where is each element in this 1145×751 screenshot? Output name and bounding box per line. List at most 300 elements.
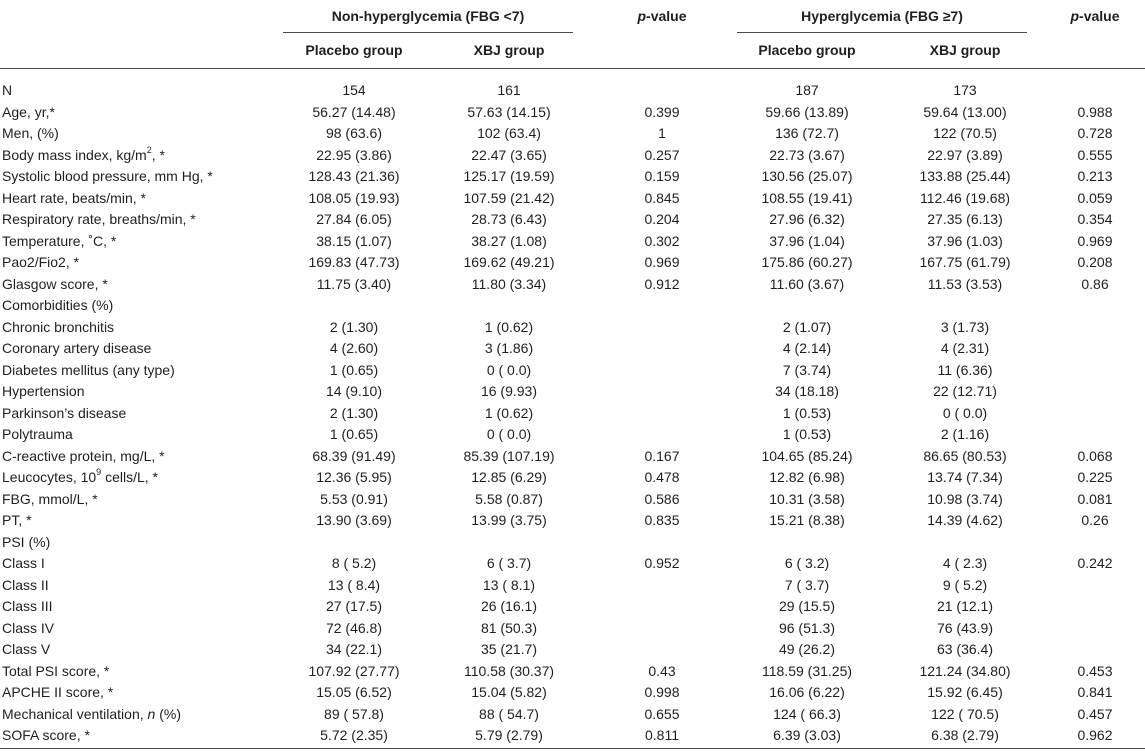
- table-row: [0, 424, 1145, 446]
- cell-c6: [1040, 381, 1145, 403]
- cell-c2: 26 (16.1): [480, 598, 538, 614]
- cell-c1: 15.05 (6.52): [316, 684, 392, 700]
- cell-c2: 107.59 (21.42): [463, 189, 555, 206]
- cell-c6: 0.841: [1077, 684, 1113, 700]
- row-label-text: Pao2/Fio2, *: [2, 254, 80, 270]
- cell-c5: 173: [953, 82, 977, 98]
- cell-c6: [1040, 639, 1145, 661]
- cell-c4: 7 (3.74): [782, 361, 832, 378]
- cell-c4: 6 ( 3.2): [784, 555, 830, 571]
- row-label-text: Mechanical ventilation,: [2, 705, 148, 722]
- table-row: [0, 403, 1145, 425]
- cell-c5: 11 (6.36): [937, 361, 993, 378]
- table-row: [0, 682, 1145, 704]
- cell-c1: 8 ( 5.2): [331, 555, 377, 571]
- cell-c6: [1040, 575, 1145, 597]
- row-label-text: SOFA score, *: [2, 727, 90, 743]
- row-label: [2, 532, 292, 554]
- table-row: [0, 725, 1145, 747]
- cell-c4: 59.66 (13.89): [765, 103, 849, 120]
- cell-c5: 21 (12.1): [936, 598, 994, 614]
- table-row: [0, 80, 1145, 102]
- cell-c1: 169.83 (47.73): [308, 254, 400, 270]
- cell-c2: 35 (21.7): [480, 641, 538, 657]
- cell-c3: 0.811: [645, 727, 679, 743]
- cell-c2: 16 (9.93): [480, 383, 538, 399]
- cell-c5: 22.97 (3.89): [927, 146, 1003, 163]
- header-bottom-rule: [0, 68, 1145, 69]
- cell-c6: 0.068: [1077, 447, 1113, 464]
- cell-c5: 13.74 (7.34): [927, 469, 1003, 485]
- cell-c2: 5.79 (2.79): [475, 727, 543, 743]
- table-row: [0, 661, 1145, 683]
- row-label-text: Respiratory rate, breaths/min, *: [2, 211, 196, 227]
- cell-c6: 0.208: [1077, 254, 1113, 270]
- cell-c3: 0.912: [644, 275, 680, 292]
- cell-c5: [900, 295, 1030, 317]
- cell-c2: 161: [497, 82, 521, 98]
- cell-c3: [602, 575, 722, 597]
- cell-c2: 102 (63.4): [477, 125, 541, 141]
- cell-c4: 11.60 (3.67): [769, 275, 845, 292]
- cell-c6: 0.242: [1077, 555, 1113, 571]
- row-label-text: Hypertension: [2, 383, 85, 399]
- cell-c4: 15.21 (8.38): [769, 512, 845, 528]
- row-label: [2, 725, 292, 747]
- row-label-text: Diabetes mellitus (any type): [2, 361, 175, 378]
- cell-c1: 38.15 (1.07): [316, 232, 392, 249]
- cell-c1: 89 ( 57.8): [324, 705, 384, 722]
- cell-c3: [602, 295, 722, 317]
- cell-c5: 6.38 (2.79): [931, 727, 999, 743]
- row-label: [2, 682, 292, 704]
- table-row: [0, 510, 1145, 532]
- cell-c2: 11.80 (3.34): [471, 275, 547, 292]
- cell-c3: [602, 618, 722, 640]
- cell-c2: 110.58 (30.37): [463, 662, 555, 679]
- row-label: [2, 381, 292, 403]
- cell-c6: [1040, 596, 1145, 618]
- subheader-xbj-2: XBJ group: [929, 42, 1001, 58]
- row-label: [2, 467, 292, 489]
- cell-c6: 0.969: [1077, 232, 1113, 249]
- row-label-text: Class II: [2, 576, 49, 593]
- cell-c6: 0.555: [1077, 146, 1113, 163]
- row-label-text: Polytrauma: [2, 426, 73, 442]
- cell-c2: 13 ( 8.1): [482, 576, 536, 593]
- row-label-text: Men, (%): [2, 125, 59, 141]
- cell-c1: 107.92 (27.77): [308, 662, 400, 679]
- cell-c2: 85.39 (107.19): [463, 447, 555, 464]
- cell-c2: 81 (50.3): [480, 619, 538, 636]
- cell-c1: 13.90 (3.69): [316, 512, 392, 528]
- header-pvalue-1-italic: p: [637, 8, 647, 24]
- row-label-text: Parkinson’s disease: [2, 404, 127, 421]
- cell-c3: 0.257: [644, 146, 680, 163]
- row-label: [2, 252, 292, 274]
- cell-c2: 6 ( 3.7): [486, 555, 532, 571]
- cell-c1: 108.05 (19.93): [308, 189, 400, 206]
- cell-c3: 0.167: [644, 447, 680, 464]
- cell-c5: 112.46 (19.68): [919, 189, 1011, 206]
- cell-c6: [1040, 80, 1145, 102]
- cell-c4: 187: [795, 82, 819, 98]
- table-row: [0, 188, 1145, 210]
- cell-c5: 2 (1.16): [940, 426, 990, 442]
- row-label-text: FBG, mmol/L, *: [2, 490, 98, 507]
- cell-c4: 6.39 (3.03): [773, 727, 841, 743]
- cell-c6: 0.453: [1077, 662, 1113, 679]
- cell-c4: [737, 295, 877, 317]
- cell-c2: 13.99 (3.75): [471, 512, 547, 528]
- cell-c3: [602, 532, 722, 554]
- cell-c1: 14 (9.10): [325, 383, 383, 399]
- table-row: [0, 596, 1145, 618]
- row-label: [2, 704, 292, 726]
- cell-c1: 13 ( 8.4): [327, 576, 381, 593]
- cell-c3: [602, 424, 722, 446]
- cell-c5: 14.39 (4.62): [927, 512, 1003, 528]
- row-label: [2, 102, 292, 124]
- row-label-suffix: cells/L, *: [101, 469, 158, 485]
- cell-c1: 68.39 (91.49): [312, 447, 396, 464]
- cell-c2: 5.58 (0.87): [475, 490, 543, 507]
- cell-c3: 0.204: [644, 211, 680, 227]
- cell-c3: [602, 381, 722, 403]
- cell-c4: [737, 532, 877, 554]
- row-label-text: C-reactive protein, mg/L, *: [2, 447, 165, 464]
- cell-c3: 1: [658, 125, 666, 141]
- row-label-text: PT, *: [2, 512, 32, 528]
- cell-c5: 3 (1.73): [940, 318, 990, 335]
- cell-c1: 34 (22.1): [325, 641, 383, 657]
- cell-c5: 167.75 (61.79): [919, 254, 1011, 270]
- row-label: [2, 317, 292, 339]
- cell-c6: 0.457: [1077, 705, 1113, 722]
- table-row: [0, 532, 1145, 554]
- row-label: [2, 553, 292, 575]
- cell-c6: 0.86: [1081, 275, 1109, 292]
- header-pvalue-2-rest: -value: [1079, 8, 1120, 24]
- cell-c5: 122 (70.5): [933, 125, 997, 141]
- row-label-superscript: 2: [146, 144, 152, 155]
- cell-c3: 0.655: [644, 705, 680, 722]
- table-body: [0, 80, 1145, 747]
- cell-c4: 175.86 (60.27): [761, 254, 853, 270]
- cell-c1: 1 (0.65): [329, 426, 379, 442]
- cell-c4: 22.73 (3.67): [769, 146, 845, 163]
- table-row: [0, 317, 1145, 339]
- header-group-hyperglycemia: Hyperglycemia (FBG ≥7): [801, 8, 963, 24]
- cell-c5: 9 ( 5.2): [942, 576, 988, 593]
- cell-c4: 29 (15.5): [778, 598, 836, 614]
- cell-c4: 7 ( 3.7): [784, 576, 830, 593]
- cell-c5: 37.96 (1.03): [927, 232, 1003, 249]
- cell-c4: 130.56 (25.07): [761, 168, 853, 184]
- table-row: [0, 166, 1145, 188]
- cell-c3: [602, 639, 722, 661]
- row-label-suffix: , *: [151, 146, 165, 163]
- table-row: [0, 704, 1145, 726]
- table-bottom-rule: [0, 748, 1145, 749]
- subheader-placebo-2: Placebo group: [758, 42, 856, 58]
- cell-c1: 27 (17.5): [325, 598, 383, 614]
- row-label-text: Class IV: [2, 619, 55, 636]
- cell-c4: 4 (2.14): [782, 340, 832, 356]
- cell-c4: 1 (0.53): [782, 426, 832, 442]
- cell-c3: 0.835: [644, 512, 680, 528]
- cell-c1: 2 (1.30): [329, 318, 379, 335]
- cell-c1: 2 (1.30): [329, 404, 379, 421]
- cell-c4: 118.59 (31.25): [761, 662, 853, 679]
- cell-c4: 16.06 (6.22): [769, 684, 845, 700]
- header-pvalue-1: [612, 8, 712, 24]
- row-label-text: Class III: [2, 598, 53, 614]
- row-label-text: Leucocytes, 10: [2, 469, 97, 485]
- row-label: [2, 188, 292, 210]
- cell-c4: 108.55 (19.41): [761, 189, 853, 206]
- table-row: [0, 295, 1145, 317]
- cell-c6: [1040, 532, 1145, 554]
- cell-c2: 57.63 (14.15): [467, 103, 551, 120]
- cell-c3: 0.159: [644, 168, 680, 184]
- cell-c4: 96 (51.3): [778, 619, 836, 636]
- table-row: [0, 145, 1145, 167]
- cell-c6: [1040, 317, 1145, 339]
- row-label: [2, 403, 292, 425]
- row-label-text: N: [2, 82, 13, 98]
- cell-c3: [602, 80, 722, 102]
- cell-c2: 1 (0.62): [484, 318, 534, 335]
- row-label: [2, 661, 292, 683]
- row-label-text: APCHE II score, *: [2, 684, 114, 700]
- row-label: [2, 123, 292, 145]
- cell-c4: 10.31 (3.58): [769, 490, 845, 507]
- cell-c2: 169.62 (49.21): [463, 254, 555, 270]
- cell-c4: 49 (26.2): [778, 641, 836, 657]
- cell-c1: 128.43 (21.36): [308, 168, 400, 184]
- cell-c2: 88 ( 54.7): [479, 705, 539, 722]
- row-label-text: Chronic bronchitis: [2, 318, 115, 335]
- cell-c6: 0.988: [1077, 103, 1113, 120]
- subheader-xbj-1: XBJ group: [473, 42, 545, 58]
- cell-c5: 0 ( 0.0): [942, 404, 988, 421]
- cell-c6: [1040, 424, 1145, 446]
- cell-c6: [1040, 360, 1145, 382]
- row-label-text: Age, yr,*: [2, 103, 55, 120]
- cell-c6: [1040, 618, 1145, 640]
- cell-c4: 37.96 (1.04): [769, 232, 845, 249]
- row-label: [2, 639, 292, 661]
- cell-c3: 0.952: [644, 555, 680, 571]
- cell-c3: 0.998: [644, 684, 680, 700]
- cell-c5: 22 (12.71): [933, 383, 997, 399]
- group1-underline: [283, 32, 573, 33]
- cell-c6: [1040, 295, 1145, 317]
- cell-c2: [444, 295, 574, 317]
- cell-c2: 3 (1.86): [484, 340, 534, 356]
- table-row: [0, 102, 1145, 124]
- cell-c5: 10.98 (3.74): [927, 490, 1003, 507]
- header-group-nonhyperglycemia: Non-hyperglycemia (FBG <7): [331, 8, 525, 24]
- cell-c4: 12.82 (6.98): [769, 469, 845, 485]
- table-row: [0, 338, 1145, 360]
- cell-c2: 125.17 (19.59): [463, 168, 555, 184]
- cell-c5: 76 (43.9): [936, 619, 994, 636]
- table-row: [0, 381, 1145, 403]
- row-label: [2, 446, 292, 468]
- table-row: [0, 360, 1145, 382]
- cell-c3: 0.586: [644, 490, 680, 507]
- cell-c3: [602, 403, 722, 425]
- cell-c5: 4 (2.31): [940, 340, 990, 356]
- cell-c2: 12.85 (6.29): [471, 469, 547, 485]
- cell-c6: [1040, 338, 1145, 360]
- cell-c2: 0 ( 0.0): [486, 426, 532, 442]
- cell-c1: 1 (0.65): [329, 361, 379, 378]
- cell-c5: 122 ( 70.5): [931, 705, 999, 722]
- cell-c1: 22.95 (3.86): [316, 146, 392, 163]
- header-pvalue-1-rest: -value: [646, 8, 687, 24]
- table-row: [0, 231, 1145, 253]
- cell-c3: [602, 338, 722, 360]
- cell-c2: 15.04 (5.82): [471, 684, 547, 700]
- cell-c1: 11.75 (3.40): [316, 275, 392, 292]
- cell-c5: 15.92 (6.45): [927, 684, 1003, 700]
- table-row: [0, 209, 1145, 231]
- row-label-text: Class V: [2, 641, 51, 657]
- cell-c6: 0.354: [1077, 211, 1113, 227]
- table-row: [0, 467, 1145, 489]
- cell-c1: 27.84 (6.05): [316, 211, 392, 227]
- cell-c6: 0.962: [1077, 727, 1113, 743]
- cell-c1: 5.72 (2.35): [320, 727, 388, 743]
- cell-c5: 59.64 (13.00): [923, 103, 1007, 120]
- header-pvalue-2-italic: p: [1070, 8, 1080, 24]
- cell-c1: [284, 295, 424, 317]
- row-label-italic: n: [147, 705, 156, 722]
- row-label-suffix: (%): [155, 705, 181, 722]
- row-label-text: Coronary artery disease: [2, 340, 152, 356]
- cell-c3: 0.969: [644, 254, 680, 270]
- row-label-text: Glasgow score, *: [2, 275, 108, 292]
- cell-c3: [602, 360, 722, 382]
- cell-c1: 154: [342, 82, 366, 98]
- cell-c4: 104.65 (85.24): [761, 447, 853, 464]
- cell-c4: 136 (72.7): [775, 125, 839, 141]
- row-label: [2, 274, 292, 296]
- row-label: [2, 360, 292, 382]
- row-label-text: PSI (%): [2, 533, 51, 550]
- cell-c2: 38.27 (1.08): [471, 232, 547, 249]
- cell-c6: 0.225: [1077, 469, 1113, 485]
- row-label-superscript: 9: [96, 467, 102, 478]
- cell-c3: 0.845: [644, 189, 680, 206]
- cell-c3: 0.399: [644, 103, 680, 120]
- cell-c1: 5.53 (0.91): [320, 490, 388, 507]
- cell-c3: 0.43: [648, 662, 676, 679]
- cell-c3: 0.302: [644, 232, 680, 249]
- table-row: [0, 618, 1145, 640]
- cell-c1: 56.27 (14.48): [312, 103, 396, 120]
- cell-c2: 28.73 (6.43): [471, 211, 547, 227]
- row-label: [2, 618, 292, 640]
- row-label: [2, 209, 292, 231]
- cell-c4: 2 (1.07): [782, 318, 832, 335]
- row-label: [2, 295, 292, 317]
- row-label: [2, 510, 292, 532]
- cell-c2: 0 ( 0.0): [486, 361, 532, 378]
- cell-c3: [602, 596, 722, 618]
- table-row: [0, 553, 1145, 575]
- cell-c6: 0.059: [1077, 189, 1113, 206]
- row-label: [2, 145, 292, 167]
- cell-c2: [444, 532, 574, 554]
- row-label: [2, 596, 292, 618]
- row-label-text: Comorbidities (%): [2, 297, 114, 313]
- group2-underline: [737, 32, 1027, 33]
- row-label: [2, 80, 292, 102]
- row-label-text: Class I: [2, 555, 45, 571]
- table-row: [0, 575, 1145, 597]
- row-label: [2, 231, 292, 253]
- table-row: [0, 274, 1145, 296]
- row-label-text: Temperature, ˚C, *: [2, 232, 117, 249]
- table-row: [0, 639, 1145, 661]
- row-label-text: Systolic blood pressure, mm Hg, *: [2, 168, 213, 184]
- header-pvalue-2: [1045, 8, 1145, 24]
- cell-c1: 12.36 (5.95): [316, 469, 392, 485]
- cell-c5: 27.35 (6.13): [927, 211, 1003, 227]
- cell-c3: 0.478: [644, 469, 680, 485]
- cell-c6: 0.26: [1081, 512, 1109, 528]
- cell-c5: 133.88 (25.44): [919, 168, 1011, 184]
- row-label: [2, 489, 292, 511]
- cell-c5: 11.53 (3.53): [927, 275, 1003, 292]
- cell-c5: 4 ( 2.3): [942, 555, 988, 571]
- row-label-text: Body mass index, kg/m: [2, 146, 147, 163]
- cell-c5: 63 (36.4): [936, 641, 994, 657]
- cell-c6: [1040, 403, 1145, 425]
- table-row: [0, 489, 1145, 511]
- row-label: [2, 166, 292, 188]
- cell-c1: 72 (46.8): [325, 619, 383, 636]
- cell-c2: 22.47 (3.65): [471, 146, 547, 163]
- cell-c4: 1 (0.53): [782, 404, 832, 421]
- cell-c5: 86.65 (80.53): [923, 447, 1007, 464]
- cell-c6: 0.728: [1077, 125, 1113, 141]
- table-row: [0, 252, 1145, 274]
- cell-c6: 0.081: [1077, 490, 1113, 507]
- row-label: [2, 424, 292, 446]
- cell-c1: 98 (63.6): [325, 125, 383, 141]
- table-row: [0, 446, 1145, 468]
- cell-c4: 27.96 (6.32): [769, 211, 845, 227]
- cell-c4: 124 ( 66.3): [773, 705, 841, 722]
- cell-c2: 1 (0.62): [484, 404, 534, 421]
- cell-c1: 4 (2.60): [329, 340, 379, 356]
- subheader-placebo-1: Placebo group: [305, 42, 403, 58]
- cell-c4: 34 (18.18): [775, 383, 839, 399]
- cell-c1: [284, 532, 424, 554]
- row-label: [2, 338, 292, 360]
- cell-c6: 0.213: [1077, 168, 1113, 184]
- row-label-text: Total PSI score, *: [2, 662, 110, 679]
- table-row: [0, 123, 1145, 145]
- cell-c5: [900, 532, 1030, 554]
- cell-c3: [602, 317, 722, 339]
- row-label: [2, 575, 292, 597]
